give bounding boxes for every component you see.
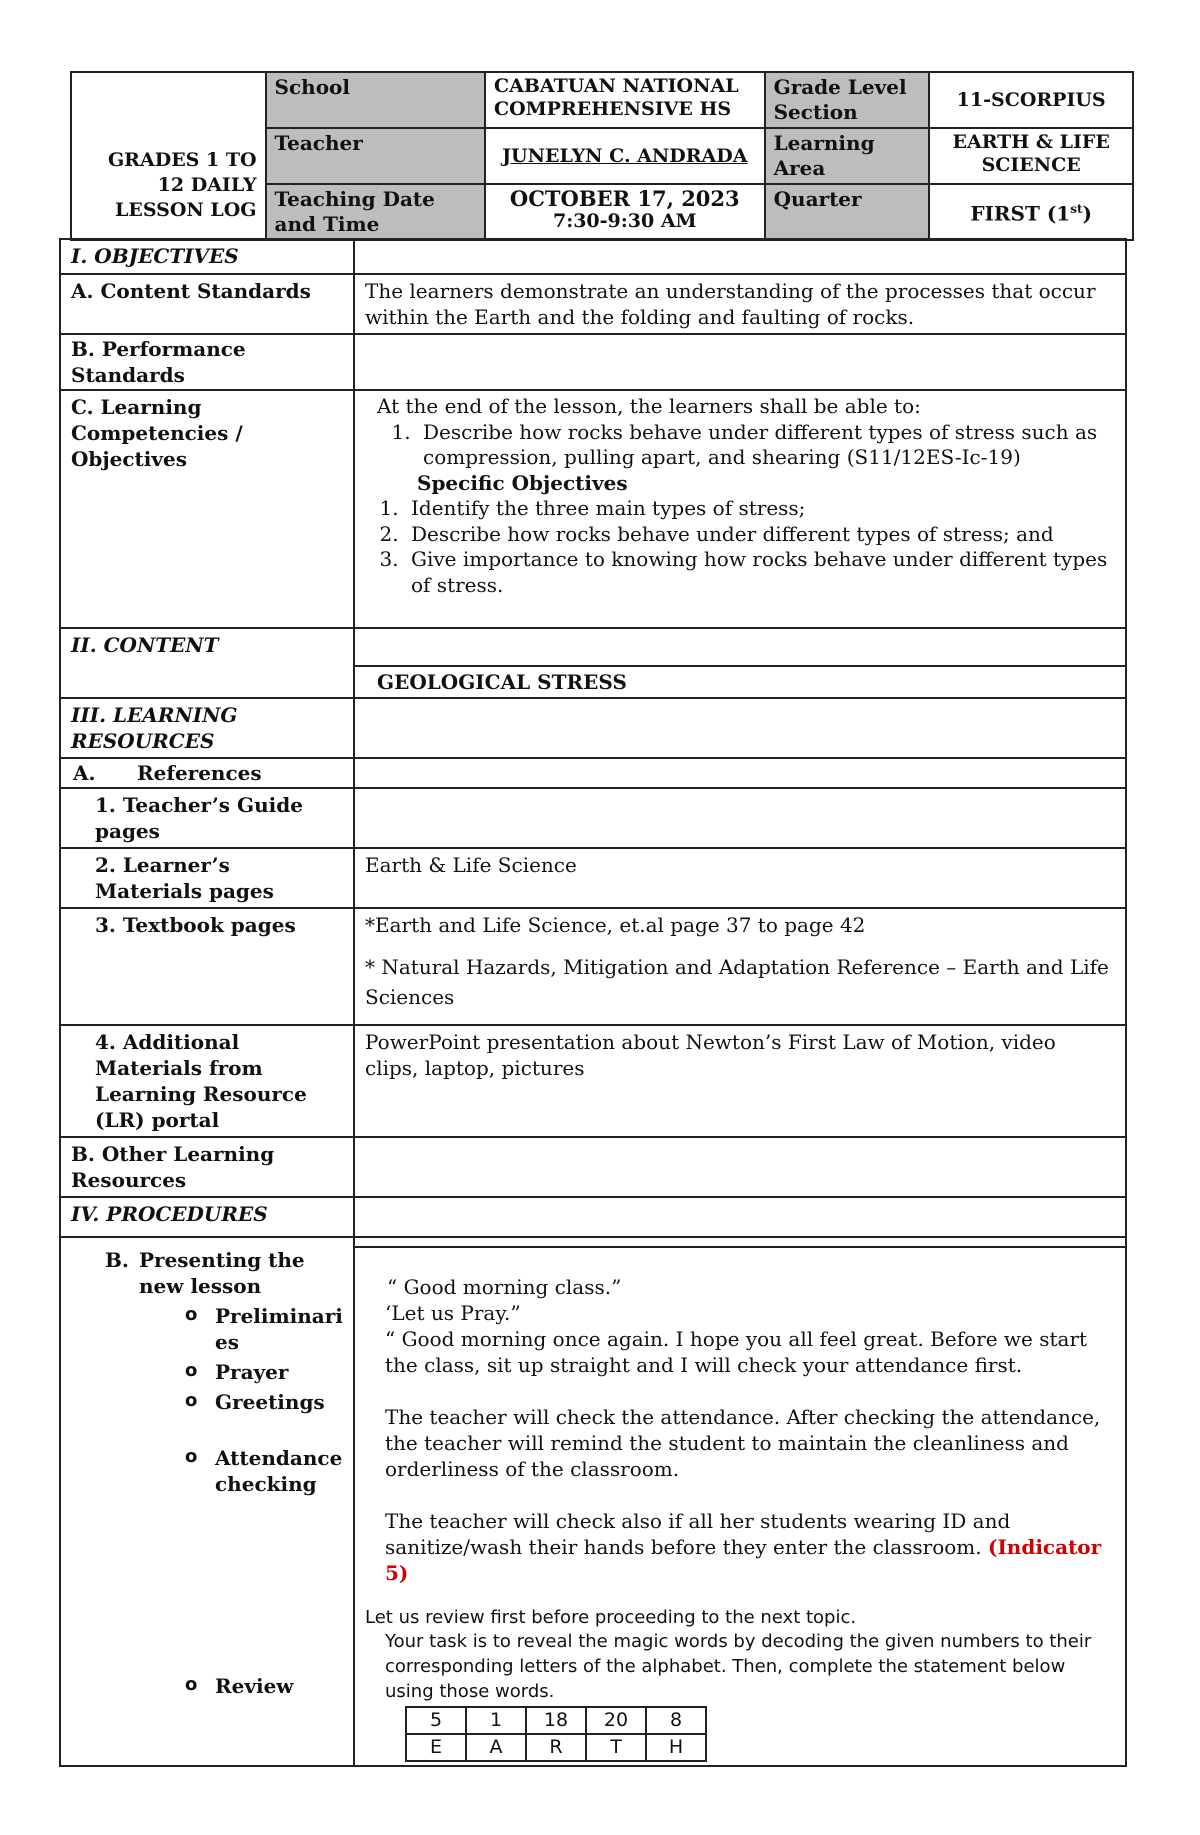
review-task: Your task is to reveal the magic words by decoding the given numbers to their corresponding letters of the alphabet. Then, complete the statement below using those words. xyxy=(385,1631,1092,1702)
bullet-greetings: o Greetings xyxy=(185,1389,343,1415)
content-standards-label: A. Content Standards xyxy=(60,274,354,334)
teachers-guide-empty xyxy=(354,788,1126,848)
dll-title xyxy=(71,72,266,240)
id-check-text: The teacher will check also if all her students wearing ID and sanitize/wash their hands before they enter the classroom. xyxy=(385,1509,1011,1559)
objectives-empty xyxy=(354,239,1126,274)
content-topic-cell xyxy=(354,628,1126,698)
teacher-name: JUNELYN C. ANDRADA xyxy=(502,144,748,167)
area-value: EARTH & LIFE SCIENCE xyxy=(929,128,1133,184)
school-value: CABATUAN NATIONAL COMPREHENSIVE HS xyxy=(485,72,765,128)
textbook-value-2: * Natural Hazards, Mitigation and Adaptation Reference – Earth and Life Sciences xyxy=(365,955,1109,1009)
greeting-3: “ Good morning once again. I hope you all feel great. Before we start the class, sit up straight and I will check your attendance first. xyxy=(385,1327,1088,1377)
references-text: References xyxy=(137,761,262,785)
grade-label: Grade Level Section xyxy=(765,72,930,128)
decode-number-row xyxy=(406,1707,706,1734)
decode-number: 5 xyxy=(406,1707,466,1734)
competencies-intro: At the end of the lesson, the learners shall be able to: xyxy=(377,394,921,418)
content-heading: II. CONTENT xyxy=(60,628,354,698)
date-text: OCTOBER 17, 2023 xyxy=(509,186,740,211)
procedures-empty xyxy=(354,1197,1126,1237)
decode-letter: A xyxy=(466,1734,526,1761)
specific-list xyxy=(365,496,1115,598)
bullet-attendance: o Attendance checking xyxy=(185,1445,325,1497)
procedure-bullets xyxy=(71,1303,343,1699)
lesson-table xyxy=(59,238,1127,1767)
additional-materials-value: PowerPoint presentation about Newton’s First Law of Motion, video clips, laptop, pictures xyxy=(354,1025,1126,1137)
specific-heading: Specific Objectives xyxy=(417,470,628,495)
date-label: Teaching Date and Time xyxy=(266,184,485,240)
dll-title-text: GRADES 1 TO 12 DAILY LESSON LOG xyxy=(107,148,257,221)
teacher-label: Teacher xyxy=(266,128,485,184)
specific-item-2: 2. Describe how rocks behave under different types of stress; and xyxy=(405,522,1115,548)
quarter-close: ) xyxy=(1082,201,1092,226)
grade-value: 11-SCORPIUS xyxy=(929,72,1133,128)
other-resources-empty xyxy=(354,1137,1126,1197)
bullet-preliminaries: o Preliminaries xyxy=(185,1303,345,1355)
specific-item-1: 1. Identify the three main types of stress; xyxy=(405,496,1115,522)
time-text: 7:30-9:30 AM xyxy=(552,210,697,232)
decode-number: 8 xyxy=(646,1707,706,1734)
indicator-text: (Indicator 5) xyxy=(385,1535,1102,1585)
decode-letter: T xyxy=(586,1734,646,1761)
teacher-value xyxy=(485,128,765,184)
bullet-review: o Review xyxy=(185,1673,343,1699)
references-letter: A. xyxy=(73,761,96,785)
content-topic: GEOLOGICAL STRESS xyxy=(355,665,1125,697)
presenting-letter: B. xyxy=(105,1248,129,1272)
area-label: Learning Area xyxy=(765,128,930,184)
competencies-cell xyxy=(354,390,1126,628)
additional-materials-label: 4. Additional Materials from Learning Resource (LR) portal xyxy=(60,1025,354,1137)
id-check-paragraph xyxy=(385,1508,1115,1586)
decode-letter: E xyxy=(406,1734,466,1761)
learners-materials-value: Earth & Life Science xyxy=(354,848,1126,908)
references-empty xyxy=(354,758,1126,788)
date-value xyxy=(485,184,765,240)
textbook-cell xyxy=(354,908,1126,1025)
competency-item: 1. Describe how rocks behave under different types of stress such as compression, pulling apart, and shearing (S11/12ES-Ic-19) xyxy=(417,420,1115,471)
objectives-heading: I. OBJECTIVES xyxy=(60,239,354,274)
greeting-1: “ Good morning class.” xyxy=(387,1275,622,1299)
content-standards-text: The learners demonstrate an understanding of the processes that occur within the Earth and the folding and faulting of rocks. xyxy=(354,274,1126,334)
quarter-sup: st xyxy=(1070,202,1083,217)
presenting-text: Presenting the new lesson xyxy=(139,1248,305,1298)
attendance-text: The teacher will check the attendance. After checking the attendance, the teacher will remind the student to maintain the cleanliness and orderliness of the classroom. xyxy=(385,1405,1101,1481)
resources-heading: III. LEARNING RESOURCES xyxy=(60,698,354,758)
presenting-content xyxy=(354,1247,1126,1766)
decode-letter: H xyxy=(646,1734,706,1761)
specific-item-3: 3. Give importance to knowing how rocks behave under different types of stress. xyxy=(405,547,1115,598)
decode-number: 1 xyxy=(466,1707,526,1734)
textbook-value-1: *Earth and Life Science, et.al page 37 to page 42 xyxy=(365,913,866,937)
spacer-right xyxy=(354,1237,1126,1247)
other-resources-label: B. Other Learning Resources xyxy=(60,1137,354,1197)
header-table xyxy=(70,71,1134,241)
performance-standards-empty xyxy=(354,334,1126,390)
decode-letter-row xyxy=(406,1734,706,1761)
procedures-heading: IV. PROCEDURES xyxy=(60,1197,354,1237)
review-intro: Let us review first before proceeding to the next topic. xyxy=(365,1607,857,1628)
bullet-prayer: o Prayer xyxy=(185,1359,343,1385)
textbook-label: 3. Textbook pages xyxy=(60,908,354,1025)
decode-number: 20 xyxy=(586,1707,646,1734)
resources-empty xyxy=(354,698,1126,758)
teachers-guide-label: 1. Teacher’s Guide pages xyxy=(60,788,354,848)
quarter-value xyxy=(929,184,1133,240)
competencies-label: C. Learning Competencies / Objectives xyxy=(60,390,354,628)
references-label xyxy=(60,758,354,788)
learners-materials-label: 2. Learner’s Materials pages xyxy=(60,848,354,908)
quarter-text: FIRST (1 xyxy=(970,201,1071,226)
school-label: School xyxy=(266,72,485,128)
competency-list xyxy=(365,420,1115,471)
decode-number: 18 xyxy=(526,1707,586,1734)
performance-standards-label: B. Performance Standards xyxy=(60,334,354,390)
decode-table xyxy=(405,1706,707,1762)
quarter-label: Quarter xyxy=(765,184,930,240)
greeting-2: ‘Let us Pray.” xyxy=(385,1301,521,1325)
presenting-heading xyxy=(71,1247,343,1299)
presenting-cell xyxy=(60,1247,354,1766)
spacer-left xyxy=(60,1237,354,1247)
decode-letter: R xyxy=(526,1734,586,1761)
